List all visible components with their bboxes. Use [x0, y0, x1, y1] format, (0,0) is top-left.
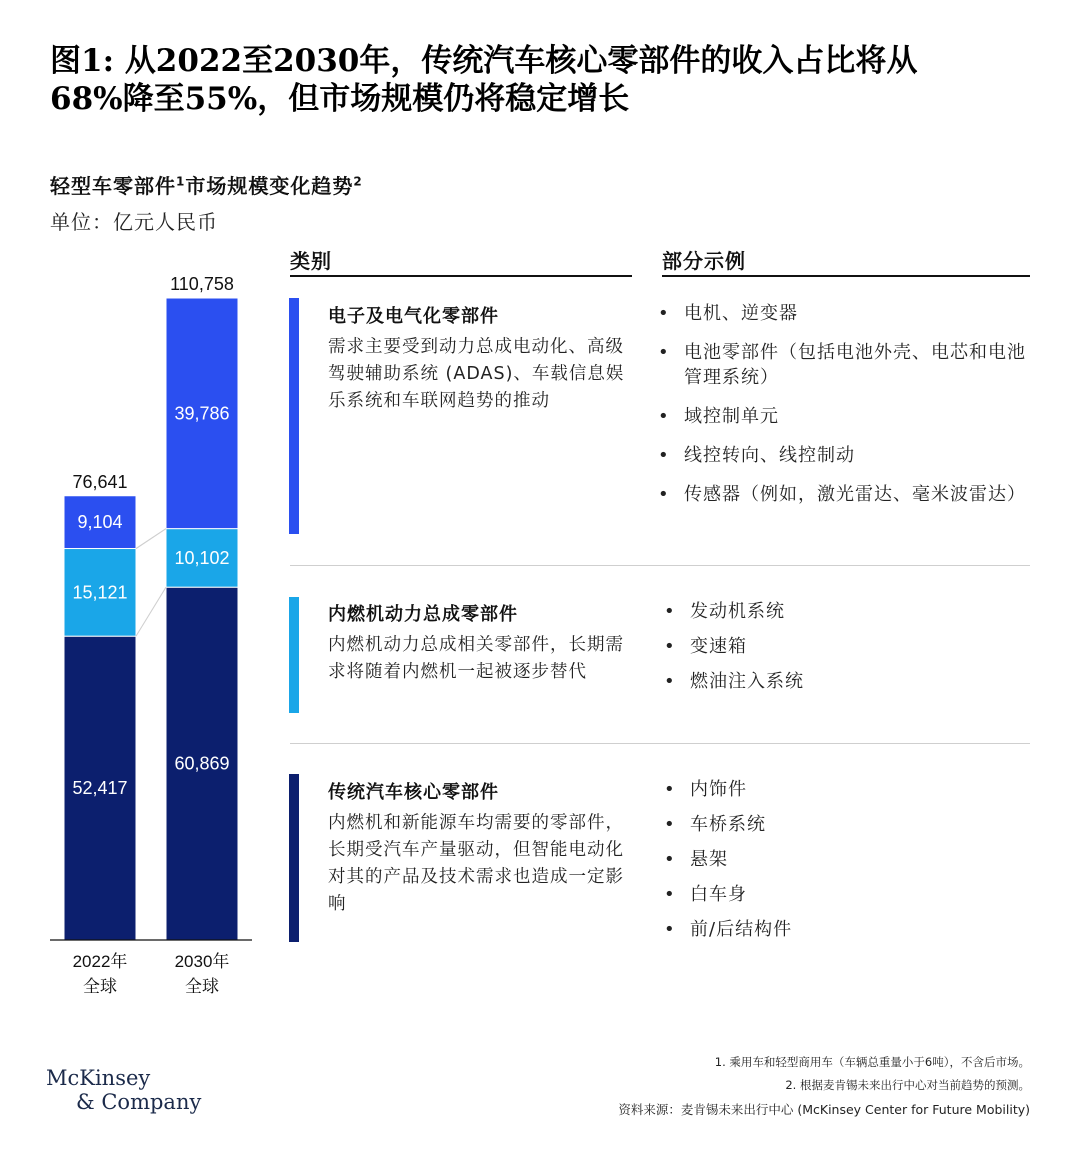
- list-item: • 白车身: [662, 882, 1032, 907]
- list-item: • 前/后结构件: [662, 917, 1032, 942]
- traditional-category-marker: [289, 774, 299, 942]
- x-tick-label: 2022年: [72, 952, 128, 971]
- source-note: 资料来源：麦肯锡未来出行中心 (McKinsey Center for Future Mobility): [618, 1102, 1030, 1117]
- x-tick-label: 全球: [185, 977, 219, 996]
- list-item: • 悬架: [662, 847, 1032, 872]
- bar-total-label: 110,758: [170, 274, 234, 295]
- list-item: • 域控制单元: [656, 404, 1026, 429]
- mckinsey-logo: [46, 1066, 201, 1114]
- list-item: • 车桥系统: [662, 812, 1032, 837]
- list-item: • 电池零部件（包括电池外壳、电芯和电池管理系统）: [656, 340, 1026, 390]
- title-line-2: 68%降至55%，但市场规模仍将稳定增长: [50, 81, 630, 117]
- title-line-1: 图1: 从2022至2030年，传统汽车核心零部件的收入占比将从: [50, 43, 918, 79]
- connector-line: [136, 587, 166, 636]
- ice-category-title: 内燃机动力总成零部件: [328, 604, 518, 625]
- page-title: [50, 42, 1040, 118]
- x-tick-label: 全球: [83, 977, 117, 996]
- traditional-category-description: 内燃机和新能源车均需要的零部件，长期受汽车产量驱动，但智能电动化对其的产品及技术需求也造成一定影响: [328, 813, 624, 914]
- list-item: • 燃油注入系统: [662, 669, 1032, 694]
- examples-header-rule: [662, 275, 1030, 277]
- stacked-bar-chart: [0, 260, 280, 1010]
- subtitle-text-2: 市场规模变化趋势: [185, 174, 354, 198]
- chart-subtitle: [50, 170, 363, 199]
- traditional-category-title: 传统汽车核心零部件: [328, 782, 499, 803]
- connector-line: [136, 529, 166, 549]
- bar-total-label: 76,641: [72, 471, 128, 492]
- bar-value-label: 60,869: [174, 753, 230, 774]
- list-item: • 传感器（例如，激光雷达、毫米波雷达）: [656, 482, 1026, 507]
- list-item: • 线控转向、线控制动: [656, 443, 1026, 468]
- list-item: • 变速箱: [662, 634, 1032, 659]
- ice-category-description: 内燃机动力总成相关零部件，长期需求将随着内燃机一起被逐步替代: [328, 635, 624, 682]
- bar-value-label: 10,102: [174, 547, 230, 568]
- examples-column-header: 部分示例: [662, 249, 746, 273]
- category-column-header: 类别: [290, 249, 332, 273]
- x-tick-label: 2030年: [174, 952, 230, 971]
- electric-examples-list: [656, 301, 1026, 507]
- subtitle-footnote-1: 1: [176, 174, 186, 189]
- electric-category-description: 需求主要受到动力总成电动化、高级驾驶辅助系统 (ADAS)、车载信息娱乐系统和车联网趋势的推动: [328, 337, 625, 411]
- subtitle-text: 轻型车零部件: [50, 174, 176, 198]
- bar-value-label: 52,417: [72, 778, 128, 799]
- footnote-2: 2. 根据麦肯锡未来出行中心对当前趋势的预测。: [785, 1078, 1030, 1092]
- footnote-1: 1. 乘用车和轻型商用车（车辆总重量小于6吨），不含后市场。: [714, 1055, 1030, 1069]
- logo-line-1: McKinsey: [46, 1066, 151, 1090]
- list-item: • 电机、逆变器: [656, 301, 1026, 326]
- bar-value-label: 15,121: [72, 582, 128, 603]
- ice-examples-list: [662, 599, 1032, 694]
- row-divider: [290, 565, 1030, 566]
- electric-category-title: 电子及电气化零部件: [328, 306, 499, 327]
- electric-category-marker: [289, 298, 299, 534]
- row-divider: [290, 743, 1030, 744]
- subtitle-footnote-2: 2: [353, 174, 363, 189]
- category-header-rule: [290, 275, 632, 277]
- bar-value-label: 9,104: [77, 512, 123, 533]
- unit-label: 单位：亿元人民币: [50, 210, 218, 234]
- bar-value-label: 39,786: [174, 403, 230, 424]
- list-item: • 发动机系统: [662, 599, 1032, 624]
- traditional-examples-list: [662, 777, 1032, 942]
- list-item: • 内饰件: [662, 777, 1032, 802]
- ice-category-marker: [289, 597, 299, 713]
- logo-line-2: & Company: [76, 1090, 202, 1114]
